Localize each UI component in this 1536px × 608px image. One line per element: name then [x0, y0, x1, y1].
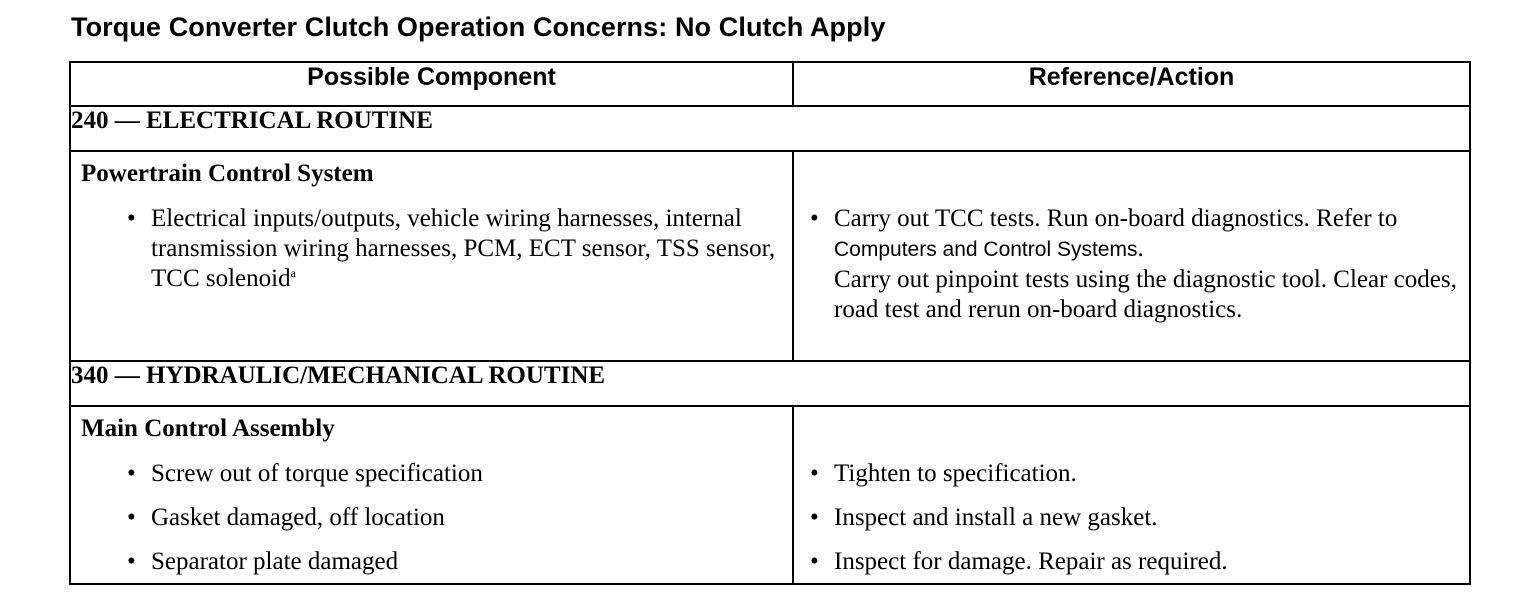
diagnosis-table: [69, 61, 1471, 585]
component-text: Separator plate damaged: [151, 548, 399, 575]
list-item: [71, 503, 792, 533]
action-cell: [793, 151, 1470, 361]
page-title: Torque Converter Clutch Operation Concerns: No Clutch Apply: [71, 12, 886, 42]
component-text: Gasket damaged, off location: [151, 504, 445, 531]
component-text: Electrical inputs/outputs, vehicle wiring harnesses, internal transmission wiring harnesses, PCM, ECT sensor, TSS sensor, TCC solenoid: [151, 205, 776, 292]
reference-link[interactable]: Computers and Control Systems: [834, 238, 1138, 261]
list-item: [794, 547, 1469, 577]
list-item: [794, 204, 1469, 325]
section-heading: 340 — HYDRAULIC/MECHANICAL ROUTINE: [70, 361, 1470, 406]
bullet: •: [810, 205, 819, 232]
action-text-end: .: [1137, 235, 1144, 262]
bullet: •: [810, 460, 819, 487]
bullet: •: [127, 460, 136, 487]
action-text: Inspect for damage. Repair as required.: [834, 548, 1228, 575]
list-item: [71, 204, 792, 294]
action-cell: [793, 406, 1470, 584]
list-item: [794, 503, 1469, 533]
action-text: Carry out pinpoint tests using the diagnostic tool. Clear codes, road test and rerun on-board diagnostics.: [834, 266, 1457, 323]
table-row: [70, 406, 1470, 584]
section-row-hydraulic: [70, 361, 1470, 406]
bullet: •: [127, 548, 136, 575]
column-header-action: Reference/Action: [793, 62, 1470, 106]
bullet: •: [127, 205, 136, 232]
component-cell: [70, 406, 793, 584]
component-cell: [70, 151, 793, 361]
bullet: •: [810, 548, 819, 575]
footnote-marker: a: [290, 266, 296, 280]
action-text: Inspect and install a new gasket.: [834, 504, 1158, 531]
column-header-component: Possible Component: [70, 62, 793, 106]
table-header-row: [70, 62, 1470, 106]
section-heading: 240 — ELECTRICAL ROUTINE: [70, 106, 1470, 151]
component-text: Screw out of torque specification: [151, 460, 483, 487]
section-row-electrical: [70, 106, 1470, 151]
bullet: •: [810, 504, 819, 531]
action-text: Carry out TCC tests. Run on-board diagnostics. Refer to: [834, 205, 1398, 232]
list-item: [71, 547, 792, 577]
action-text: Tighten to specification.: [834, 460, 1077, 487]
table-row: [70, 151, 1470, 361]
group-title: Main Control Assembly: [81, 415, 335, 442]
list-item: [71, 459, 792, 489]
bullet: •: [127, 504, 136, 531]
list-item: [794, 459, 1469, 489]
group-title: Powertrain Control System: [81, 160, 374, 187]
